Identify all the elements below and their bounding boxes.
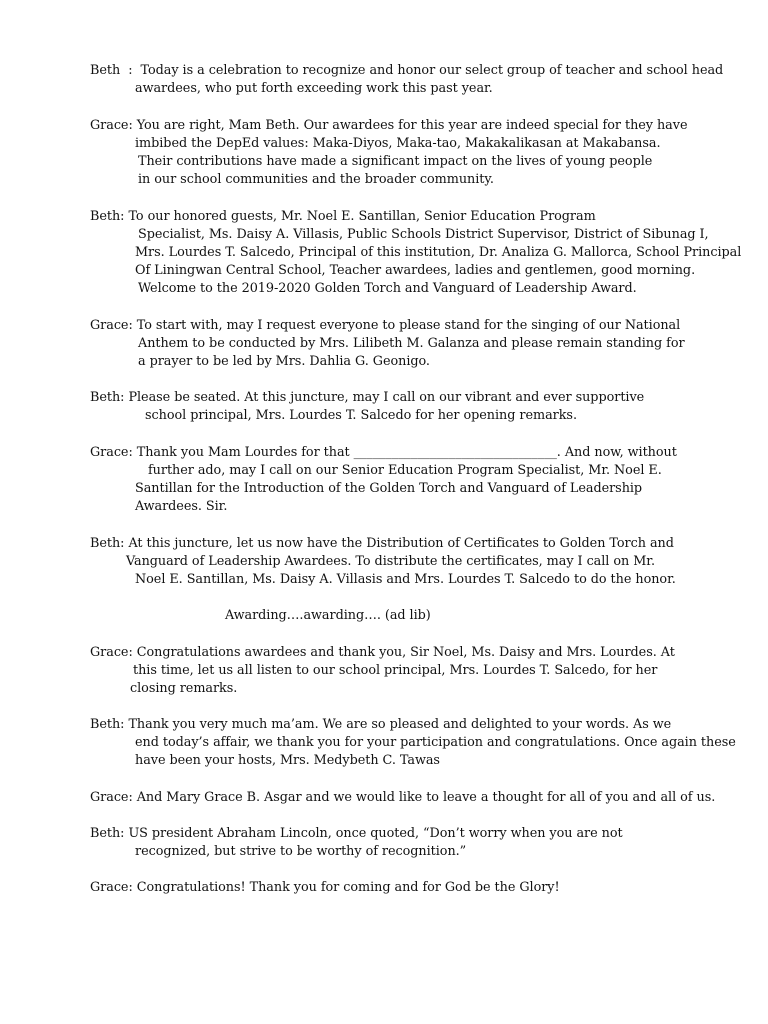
script-line: awardees, who put forth exceeding work this past year. [135, 81, 493, 96]
script-line: school principal, Mrs. Lourdes T. Salcedo for her opening remarks. [145, 408, 577, 423]
script-line: in our school communities and the broader community. [138, 172, 494, 187]
script-line: imbibed the DepEd values: Maka-Diyos, Maka-tao, Makakalikasan at Makabansa. [135, 136, 661, 151]
script-line: Welcome to the 2019-2020 Golden Torch and Vanguard of Leadership Award. [138, 281, 637, 296]
script-line: recognized, but strive to be worthy of recognition.” [135, 844, 467, 859]
script-line: this time, let us all listen to our school principal, Mrs. Lourdes T. Salcedo, for her [133, 663, 658, 678]
script-line: Grace: Congratulations! Thank you for coming and for God be the Glory! [90, 880, 560, 895]
script-line: Beth: Please be seated. At this juncture, may I call on our vibrant and ever supportive [90, 390, 645, 405]
script-line: Noel E. Santillan, Ms. Daisy A. Villasis and Mrs. Lourdes T. Salcedo to do the honor. [135, 572, 676, 587]
script-line: Grace: To start with, may I request everyone to please stand for the singing of our National [90, 318, 681, 333]
script-line: Grace: And Mary Grace B. Asgar and we would like to leave a thought for all of you and all of us. [90, 790, 716, 805]
script-line: Beth: To our honored guests, Mr. Noel E. Santillan, Senior Education Program [90, 209, 596, 224]
script-line: Beth: At this juncture, let us now have the Distribution of Certificates to Golden Torch and [90, 536, 674, 551]
script-line: Of Liningwan Central School, Teacher awardees, ladies and gentlemen, good morning. [135, 263, 696, 278]
script-line: Beth : Today is a celebration to recognize and honor our select group of teacher and school head [90, 63, 724, 78]
script-line: Grace: Thank you Mam Lourdes for that ________________________________. And now, without [90, 445, 677, 460]
script-line: Beth: Thank you very much ma’am. We are so pleased and delighted to your words. As we [90, 717, 672, 732]
script-line: Their contributions have made a significant impact on the lives of young people [138, 154, 653, 169]
script-line: closing remarks. [130, 681, 238, 696]
script-line: have been your hosts, Mrs. Medybeth C. Tawas [135, 753, 440, 768]
script-line: Santillan for the Introduction of the Golden Torch and Vanguard of Leadership [135, 481, 643, 496]
script-line: Grace: Congratulations awardees and thank you, Sir Noel, Ms. Daisy and Mrs. Lourdes. At [90, 645, 675, 660]
script-line: Vanguard of Leadership Awardees. To distribute the certificates, may I call on Mr. [126, 554, 655, 569]
script-line: Awarding….awarding…. (ad lib) [225, 608, 431, 623]
script-line: end today’s affair, we thank you for your participation and congratulations. Once again these [135, 735, 736, 750]
script-line: Specialist, Ms. Daisy A. Villasis, Public Schools District Supervisor, District of Sibunag I, [138, 227, 709, 242]
script-line: a prayer to be led by Mrs. Dahlia G. Geonigo. [138, 354, 430, 369]
script-line: Mrs. Lourdes T. Salcedo, Principal of this institution, Dr. Analiza G. Mallorca, School Principal [135, 245, 742, 260]
script-line: further ado, may I call on our Senior Education Program Specialist, Mr. Noel E. [148, 463, 662, 478]
script-line: Beth: US president Abraham Lincoln, once quoted, “Don’t worry when you are not [90, 826, 623, 841]
script-line: Anthem to be conducted by Mrs. Lilibeth M. Galanza and please remain standing for [138, 336, 685, 351]
script-line: Grace: You are right, Mam Beth. Our awardees for this year are indeed special for they have [90, 118, 688, 133]
script-line: Awardees. Sir. [135, 499, 228, 514]
